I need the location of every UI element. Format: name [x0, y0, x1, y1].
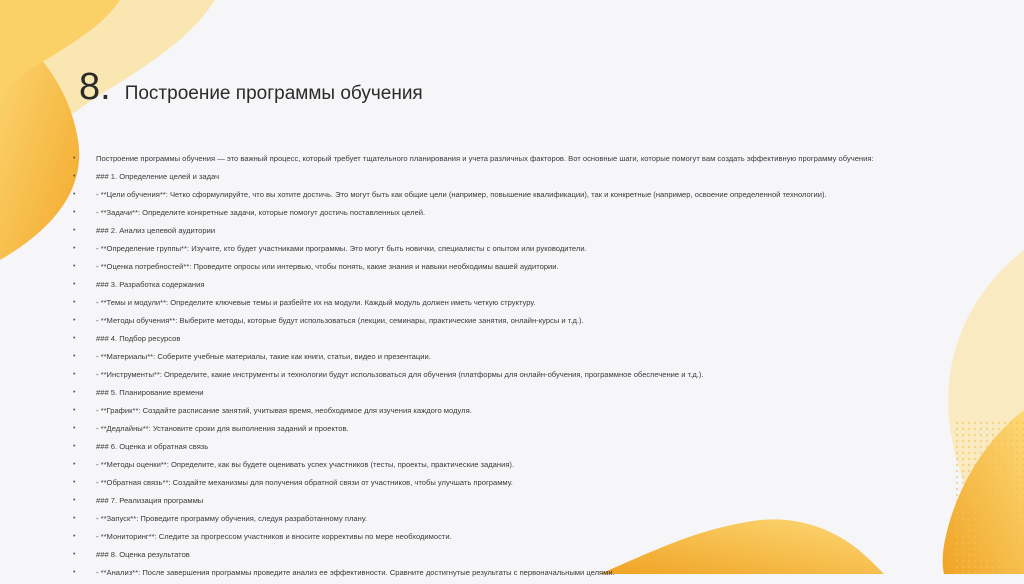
bullet-item — [73, 530, 933, 548]
bullet-item — [73, 260, 933, 278]
bullet-text: ### 5. Планирование времени — [96, 388, 204, 397]
bullet-item — [73, 242, 933, 260]
bullet-icon: • — [73, 407, 76, 414]
bullet-item — [73, 332, 933, 350]
bullet-text: - **Инструменты**: Определите, какие инструменты и технологии будут использоваться для обучения (платформы для онлайн-обучения, программное обеспечение и т.д.). — [96, 370, 704, 379]
bullet-text: - **Определение группы**: Изучите, кто будет участниками программы. Это могут быть новички, специалисты с опытом или руководители. — [96, 244, 587, 253]
bullet-icon: • — [73, 533, 76, 540]
bullet-item — [73, 278, 933, 296]
bullet-text: ### 8. Оценка результатов — [96, 550, 190, 559]
bullet-item — [73, 152, 933, 170]
bullet-item — [73, 368, 933, 386]
bullet-icon: • — [73, 479, 76, 486]
bullet-icon: • — [73, 569, 76, 576]
bullet-item — [73, 440, 933, 458]
bullet-icon: • — [73, 551, 76, 558]
bullet-text: Построение программы обучения — это важный процесс, который требует тщательного планирования и учета различных факторов. Вот основные шаги, которые помогут вам создать эффективную программу обучения: — [96, 154, 874, 163]
bullet-text: - **Дедлайны**: Установите сроки для выполнения заданий и проектов. — [96, 424, 349, 433]
bullet-text: - **График**: Создайте расписание занятий, учитывая время, необходимое для изучения каждого модуля. — [96, 406, 472, 415]
bullet-item — [73, 296, 933, 314]
bullet-icon: • — [73, 173, 76, 180]
bullet-icon: • — [73, 515, 76, 522]
bullet-item — [73, 458, 933, 476]
bullet-icon: • — [73, 191, 76, 198]
bullet-icon: • — [73, 443, 76, 450]
bullet-text: - **Задачи**: Определите конкретные задачи, которые помогут достичь поставленных целей. — [96, 208, 426, 217]
bullet-icon: • — [73, 281, 76, 288]
bullet-item — [73, 512, 933, 530]
bullet-item — [73, 566, 933, 584]
bullet-icon: • — [73, 335, 76, 342]
bullet-icon: • — [73, 155, 76, 162]
bullet-item — [73, 188, 933, 206]
bullet-item — [73, 206, 933, 224]
bullet-icon: • — [73, 389, 76, 396]
bullet-text: - **Темы и модули**: Определите ключевые темы и разбейте их на модули. Каждый модуль должен иметь четкую структуру. — [96, 298, 536, 307]
bullet-item — [73, 422, 933, 440]
bullet-text: ### 7. Реализация программы — [96, 496, 204, 505]
bullet-item — [73, 404, 933, 422]
bullet-icon: • — [73, 227, 76, 234]
bullet-text: ### 3. Разработка содержания — [96, 280, 205, 289]
bottom-right-dot-pattern — [955, 420, 1024, 574]
bullet-icon: • — [73, 497, 76, 504]
bullet-icon: • — [73, 353, 76, 360]
bullet-item — [73, 386, 933, 404]
bullet-item — [73, 314, 933, 332]
bullet-icon: • — [73, 371, 76, 378]
bullet-icon: • — [73, 245, 76, 252]
bullet-text: ### 6. Оценка и обратная связь — [96, 442, 209, 451]
bullet-text: - **Обратная связь**: Создайте механизмы для получения обратной связи от участников, чтобы улучшать программу. — [96, 478, 513, 487]
bullet-item — [73, 476, 933, 494]
bullet-text: ### 2. Анализ целевой аудитории — [96, 226, 216, 235]
bullet-text: - **Анализ**: После завершения программы проведите анализ ее эффективности. Сравните достигнутые результаты с первоначальными целями. — [96, 568, 615, 577]
bullet-item — [73, 224, 933, 242]
bullet-text: - **Материалы**: Соберите учебные материалы, такие как книги, статьи, видео и презентации. — [96, 352, 431, 361]
bullet-icon: • — [73, 425, 76, 432]
bullet-item — [73, 494, 933, 512]
bullet-item — [73, 548, 933, 566]
bullet-text: - **Запуск**: Проведите программу обучения, следуя разработанному плану. — [96, 514, 367, 523]
bullet-text: ### 4. Подбор ресурсов — [96, 334, 181, 343]
bullet-text: - **Методы обучения**: Выберите методы, которые будут использоваться (лекции, семинары, практические занятия, онлайн-курсы и т.д.). — [96, 316, 584, 325]
slide-number: 8. — [79, 66, 111, 108]
bullet-icon: • — [73, 299, 76, 306]
bullet-icon: • — [73, 317, 76, 324]
bullet-list — [73, 152, 933, 584]
bullet-text: - **Мониторинг**: Следите за прогрессом участников и вносите коррективы по мере необходимости. — [96, 532, 452, 541]
bullet-item — [73, 170, 933, 188]
bullet-text: ### 1. Определение целей и задач — [96, 172, 220, 181]
bullet-icon: • — [73, 263, 76, 270]
bullet-text: - **Методы оценки**: Определите, как вы будете оценивать успех участников (тесты, проекты, практические задания). — [96, 460, 515, 469]
slide-title — [79, 66, 423, 109]
slide-title-text: Построение программы обучения — [124, 83, 423, 104]
bullet-icon: • — [73, 209, 76, 216]
bullet-text: - **Цели обучения**: Четко сформулируйте, что вы хотите достичь. Это могут быть как общие цели (например, повышение квалификации), так и конкретные (например, освоение определенной технологии). — [96, 190, 827, 199]
bullet-text: - **Оценка потребностей**: Проведите опросы или интервью, чтобы понять, какие знания и навыки необходимы вашей аудитории. — [96, 262, 559, 271]
bullet-icon: • — [73, 461, 76, 468]
bullet-item — [73, 350, 933, 368]
